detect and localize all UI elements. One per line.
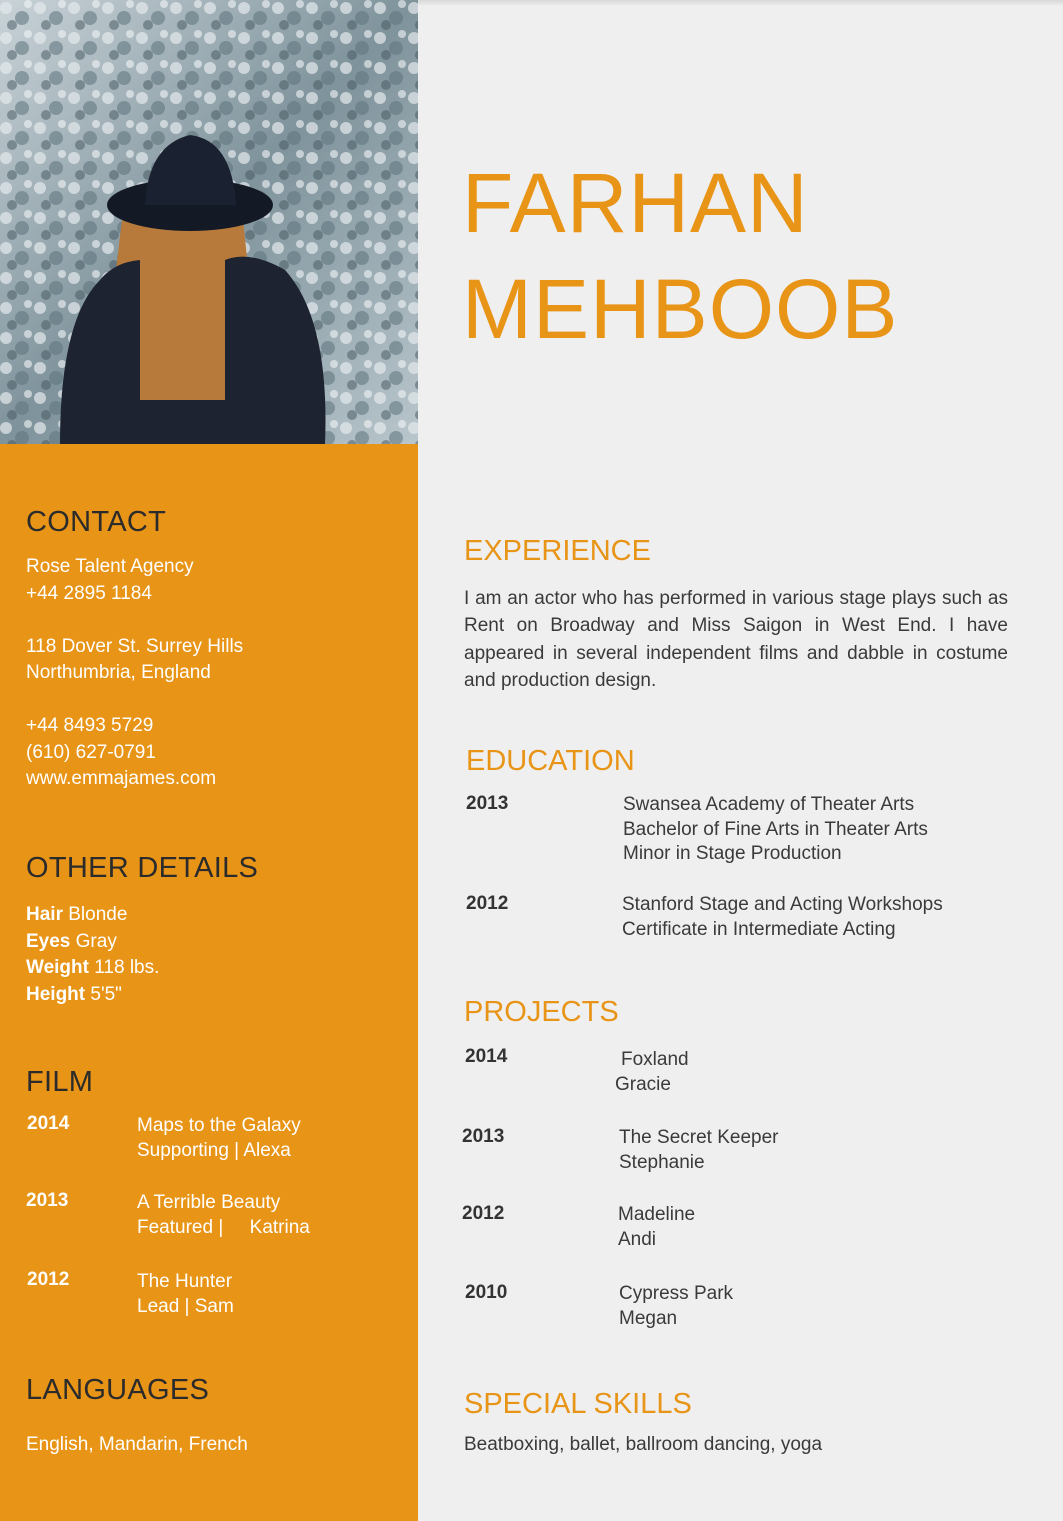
film-title: A Terrible Beauty <box>137 1192 281 1213</box>
project-title: Cypress Park <box>619 1283 734 1304</box>
languages-text: English, Mandarin, French <box>26 1434 248 1455</box>
project-role: Andi <box>618 1228 657 1250</box>
projects-heading: PROJECTS <box>464 996 619 1028</box>
experience-text: I am an actor who has performed in various stage plays such as Rent on Broadway and Miss Saigon in West End. I have appeared in several independent films and dabble in costume and production design. <box>464 588 1008 691</box>
contact-heading: CONTACT <box>26 506 167 538</box>
project-year: 2010 <box>465 1282 508 1303</box>
education-minor: Minor in Stage Production <box>623 843 842 864</box>
film-title: Maps to the Galaxy <box>137 1115 301 1136</box>
project-role: Megan <box>619 1307 678 1329</box>
detail-height: Height 5'5" <box>26 983 122 1005</box>
candidate-name <box>462 150 898 362</box>
film-heading: FILM <box>26 1066 94 1098</box>
education-heading: EDUCATION <box>466 745 635 777</box>
film-year: 2013 <box>26 1190 69 1211</box>
project-title: Madeline <box>618 1204 696 1225</box>
film-role: Supporting | Alexa <box>137 1140 291 1161</box>
education-year: 2012 <box>466 893 509 914</box>
film-year: 2014 <box>27 1113 70 1134</box>
languages-heading: LANGUAGES <box>26 1374 210 1406</box>
film-title: The Hunter <box>137 1271 233 1292</box>
education-year: 2013 <box>466 793 509 814</box>
detail-hair: Hair Blonde <box>26 904 128 925</box>
project-title: Foxland <box>621 1049 689 1070</box>
special-skills-heading: SPECIAL SKILLS <box>464 1388 692 1420</box>
education-degree: Bachelor of Fine Arts in Theater Arts <box>623 818 928 840</box>
detail-weight: Weight 118 lbs. <box>26 957 160 978</box>
project-role: Gracie <box>615 1074 671 1095</box>
education-school: Swansea Academy of Theater Arts <box>623 794 915 815</box>
last-name: MEHBOOB <box>462 262 899 356</box>
special-skills-text: Beatboxing, ballet, ballroom dancing, yoga <box>464 1434 823 1455</box>
first-name: FARHAN <box>462 156 809 250</box>
top-shadow <box>418 0 1063 6</box>
contact-agency: Rose Talent Agency <box>26 556 194 577</box>
person-in-hat-photo-icon <box>0 0 418 444</box>
film-role: Featured | Katrina <box>137 1217 310 1238</box>
film-role: Lead | Sam <box>137 1296 234 1317</box>
contact-block <box>26 554 243 793</box>
contact-phone-2[interactable]: +44 8493 5729 <box>26 715 154 736</box>
detail-eyes: Eyes Gray <box>26 930 117 952</box>
contact-address-line2: Northumbria, England <box>26 662 211 683</box>
project-year: 2014 <box>465 1046 508 1067</box>
other-details-heading: OTHER DETAILS <box>26 852 259 884</box>
film-year: 2012 <box>27 1269 70 1290</box>
contact-address-line1: 118 Dover St. Surrey Hills <box>26 635 244 657</box>
other-details-block <box>26 902 159 1008</box>
experience-heading: EXPERIENCE <box>464 535 651 567</box>
project-role: Stephanie <box>619 1151 705 1173</box>
contact-phone[interactable]: +44 2895 1184 <box>26 582 152 604</box>
education-school: Stanford Stage and Acting Workshops <box>622 894 943 915</box>
contact-website-link[interactable]: www.emmajames.com <box>26 768 217 789</box>
project-title: The Secret Keeper <box>619 1127 779 1148</box>
contact-phone-3[interactable]: (610) 627-0791 <box>26 741 156 763</box>
project-year: 2013 <box>462 1126 505 1147</box>
project-year: 2012 <box>462 1203 505 1224</box>
education-certificate: Certificate in Intermediate Acting <box>622 918 896 940</box>
profile-photo <box>0 0 418 444</box>
